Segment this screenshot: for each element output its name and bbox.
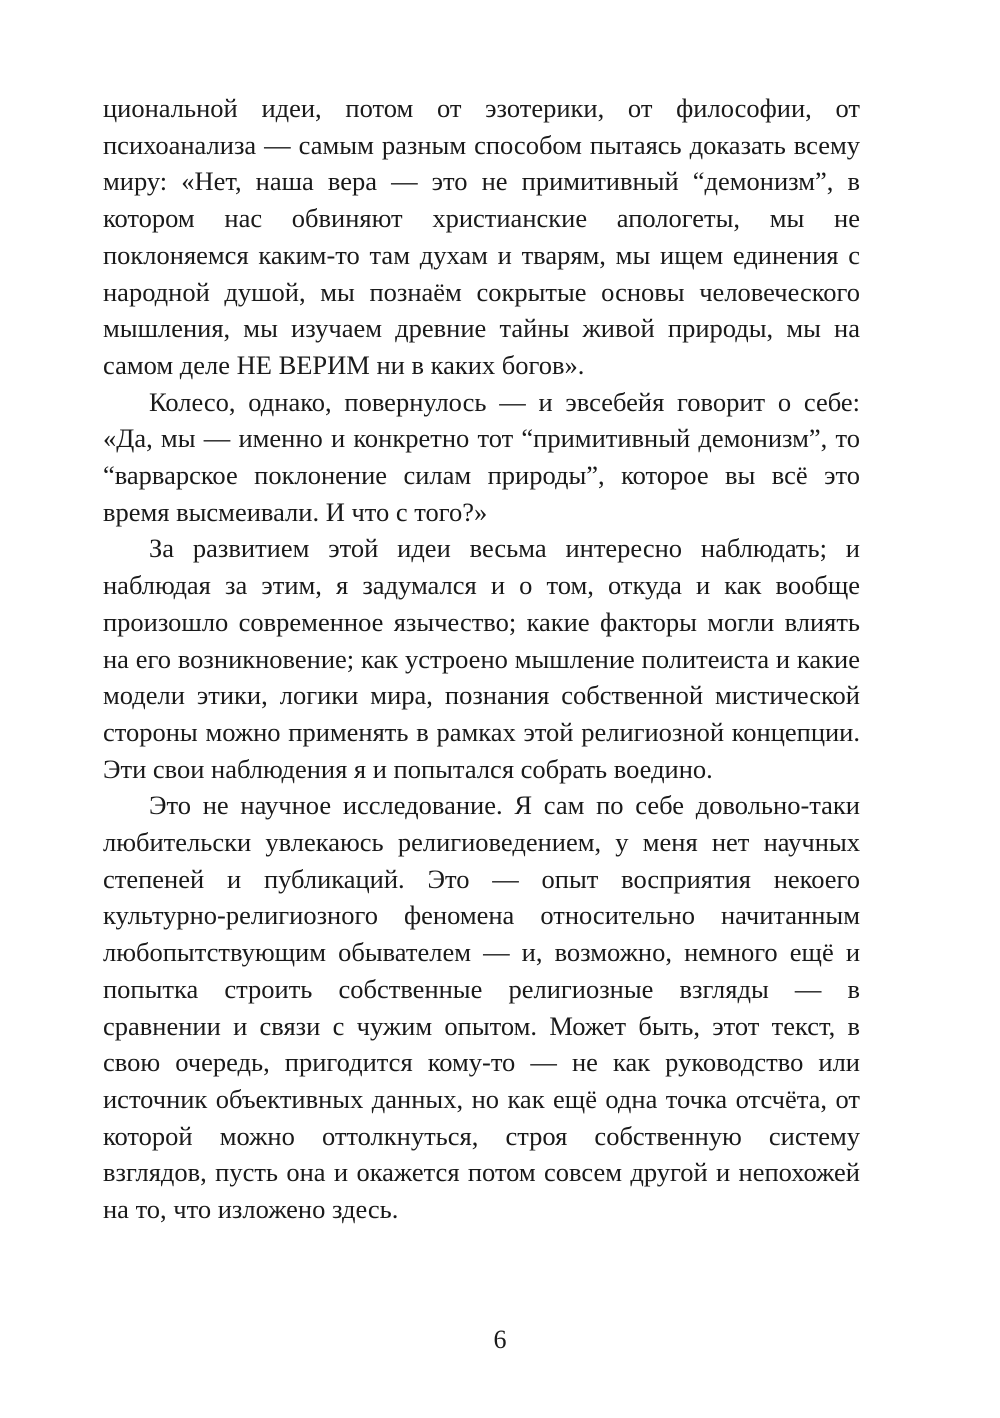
page-number: 6: [493, 1325, 507, 1354]
paragraph-3: За развитием этой идеи весьма интересно наблюдать; и наблюдая за этим, я задумался и о том, откуда и как вообще произошло современное язычество; какие факторы могли влиять на его возникновение; как устроено мышление политеиста и какие модели этики, логики мира, познания собственной мистической стороны можно применять в рамках этой религиозной концепции. Эти свои наблюдения я и попытался собрать воедино.: [103, 533, 860, 784]
paragraph-4: Это не научное исследование. Я сам по себе довольно-таки любительски увлекаюсь религиоведением, у меня нет научных степеней и публикаций. Это — опыт восприятия некоего культурно-религиозного феномена относительно начитанным любопытствующим обывателем — и, возможно, немного ещё и попытка строить собственные религиозные взгляды — в сравнении и связи с чужим опытом. Может быть, этот текст, в свою очередь, пригодится кому-то — не как руководство или источник объективных данных, но как ещё одна точка отсчёта, от которой можно оттолкнуться, строя собственную систему взглядов, пусть она и окажется потом совсем другой и непохожей на то, что изложено здесь.: [103, 790, 860, 1225]
page-body: [103, 90, 860, 1228]
paragraph-1: циональной идеи, потом от эзотерики, от философии, от психоанализа — самым разным способом пытаясь доказать всему миру: «Нет, наша вера — это не примитивный “демонизм”, в котором нас обвиняют христианские апологеты, мы не поклоняемся каким-то там духам и тварям, мы ищем единения с народной душой, мы познаём сокрытые основы человеческого мышления, мы изучаем древние тайны живой природы, мы на самом деле НЕ ВЕРИМ ни в каких богов».: [103, 93, 860, 380]
paragraph-2: Колесо, однако, повернулось — и эвсебейя говорит о себе: «Да, мы — именно и конкретно тот “примитивный демонизм”, то “варварское поклонение силам природы”, которое вы всё это время высмеивали. И что с того?»: [103, 386, 860, 527]
